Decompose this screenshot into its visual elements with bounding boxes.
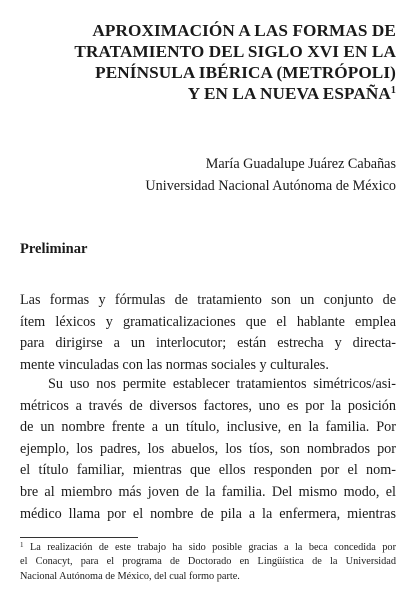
footnote-divider xyxy=(20,537,138,538)
footnote-line xyxy=(20,541,396,555)
author-affiliation: Universidad Nacional Autónoma de México xyxy=(145,178,396,194)
footnote-mark: 1 xyxy=(20,541,24,549)
section-heading: Preliminar xyxy=(20,241,88,257)
article-title xyxy=(20,20,396,104)
author-name: María Guadalupe Juárez Cabañas xyxy=(205,156,396,172)
body-paragraph-1 xyxy=(20,290,396,376)
footnote-line-text: La realización de este trabajo ha sido posible gracias a la beca concedida por xyxy=(29,542,397,553)
text-line: Su uso nos permite establecer tratamientos simétricos/asi- xyxy=(48,376,396,392)
text-line: para dirigirse a un interlocutor; están estrecha y directa- xyxy=(20,335,396,352)
text-line: Las formas y fórmulas de tratamiento son un conjunto de xyxy=(20,292,396,308)
text-line: bre al miembro más joven de la familia. Del mismo modo, el xyxy=(20,483,396,500)
text-line: métricos a través de diversos factores, uno es por la posición xyxy=(20,397,396,414)
title-line: PENÍNSULA IBÉRICA (METRÓPOLI) xyxy=(95,63,396,82)
text-line: ejemplo, los padres, los abuelos, los tíos, son nombrados por xyxy=(20,440,396,457)
text-line: mente vinculadas con las normas sociales y culturales. xyxy=(20,356,329,373)
author-block xyxy=(145,153,396,197)
footnote-line: el Conacyt, para el programa de Doctorado en Lingüística de la Universidad xyxy=(20,556,396,568)
body-paragraph-2 xyxy=(20,374,396,525)
title-line-text: Y EN LA NUEVA ESPAÑA xyxy=(187,84,391,103)
title-footnote-mark[interactable]: 1 xyxy=(390,85,396,96)
text-line: el título familiar, mientras que ellos responden por el nom- xyxy=(20,462,396,479)
footnote xyxy=(20,541,396,584)
text-line: ítem léxicos y gramaticalizaciones que el hablante emplea xyxy=(20,313,396,330)
title-line: APROXIMACIÓN A LAS FORMAS DE xyxy=(92,21,396,40)
text-line: de un nombre frente a un título, inclusive, en la familia. Por xyxy=(20,419,396,436)
title-line: TRATAMIENTO DEL SIGLO XVI EN LA xyxy=(74,42,396,61)
footnote-line: Nacional Autónoma de México, del cual formo parte. xyxy=(20,570,240,582)
text-line: médico llama por el nombre de pila a la enfermera, mientras xyxy=(20,505,396,522)
title-line-last xyxy=(20,83,396,104)
